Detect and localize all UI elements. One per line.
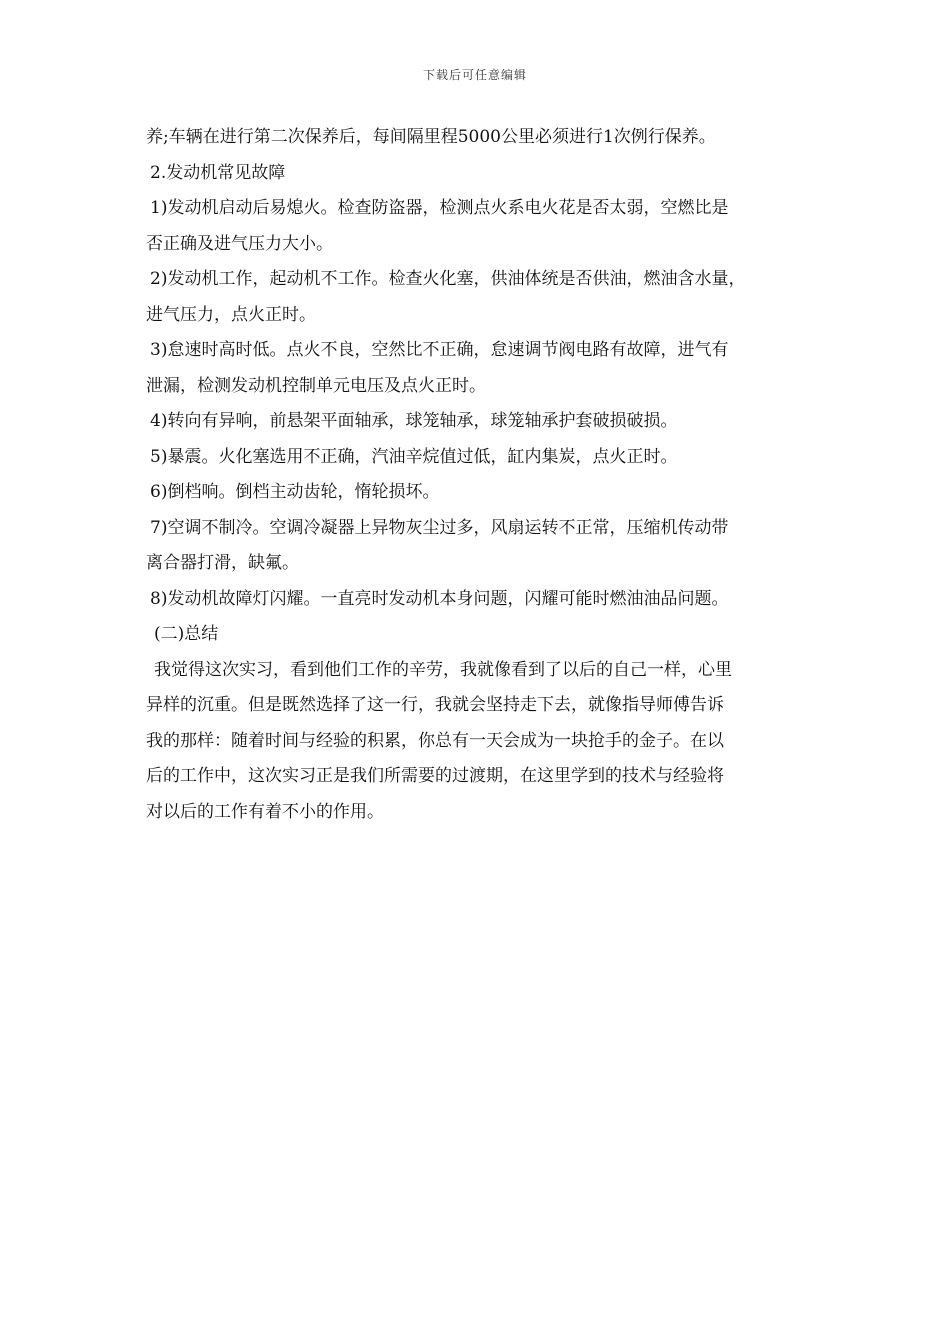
- paragraph-line: 养;车辆在进行第二次保养后，每间隔里程5000公里必须进行1次例行保养。: [146, 127, 716, 147]
- list-item-line: 否正确及进气压力大小。: [146, 233, 333, 254]
- list-item-line: 离合器打滑，缺氟。: [146, 553, 299, 573]
- page-header: 下载后可任意编辑: [422, 68, 527, 82]
- section-heading: 2.发动机常见故障: [150, 162, 286, 183]
- section-heading: (二)总结: [154, 624, 219, 644]
- paragraph-line: 我觉得这次实习，看到他们工作的辛劳，我就像看到了以后的自己一样，心里: [154, 659, 732, 680]
- paragraph-line: 我的那样：随着时间与经验的积累，你总有一天会成为一块抢手的金子。在以: [146, 730, 724, 751]
- list-item-line: 5)暴震。火化塞选用不正确，汽油辛烷值过低，缸内集炭，点火正时。: [150, 446, 678, 467]
- list-item-line: 1)发动机启动后易熄火。检查防盗器，检测点火系电火花是否太弱，空燃比是: [150, 198, 729, 218]
- list-item-line: 进气压力，点火正时。: [146, 304, 316, 325]
- document-body: [146, 120, 836, 830]
- list-item-line: 3)怠速时高时低。点火不良，空然比不正确，怠速调节阀电路有故障，进气有: [150, 340, 729, 360]
- list-item-line: 泄漏，检测发动机控制单元电压及点火正时。: [146, 375, 486, 396]
- list-item-line: 6)倒档响。倒档主动齿轮，惰轮损坏。: [150, 482, 440, 502]
- paragraph-line: 异样的沉重。但是既然选择了这一行，我就会坚持走下去，就像指导师傅告诉: [146, 695, 724, 715]
- list-item-line: 7)空调不制冷。空调冷凝器上异物灰尘过多，风扇运转不正常，压缩机传动带: [150, 517, 729, 538]
- paragraph-line: 后的工作中，这次实习正是我们所需要的过渡期，在这里学到的技术与经验将: [146, 766, 724, 786]
- list-item-line: 2)发动机工作，起动机不工作。检查火化塞，供油体统是否供油，燃油含水量，: [150, 269, 746, 289]
- paragraph-line: 对以后的工作有着不小的作用。: [146, 801, 384, 822]
- list-item-line: 4)转向有异响，前悬架平面轴承，球笼轴承，球笼轴承护套破损破损。: [150, 411, 678, 431]
- list-item-line: 8)发动机故障灯闪耀。一直亮时发动机本身问题，闪耀可能时燃油油品问题。: [150, 588, 729, 609]
